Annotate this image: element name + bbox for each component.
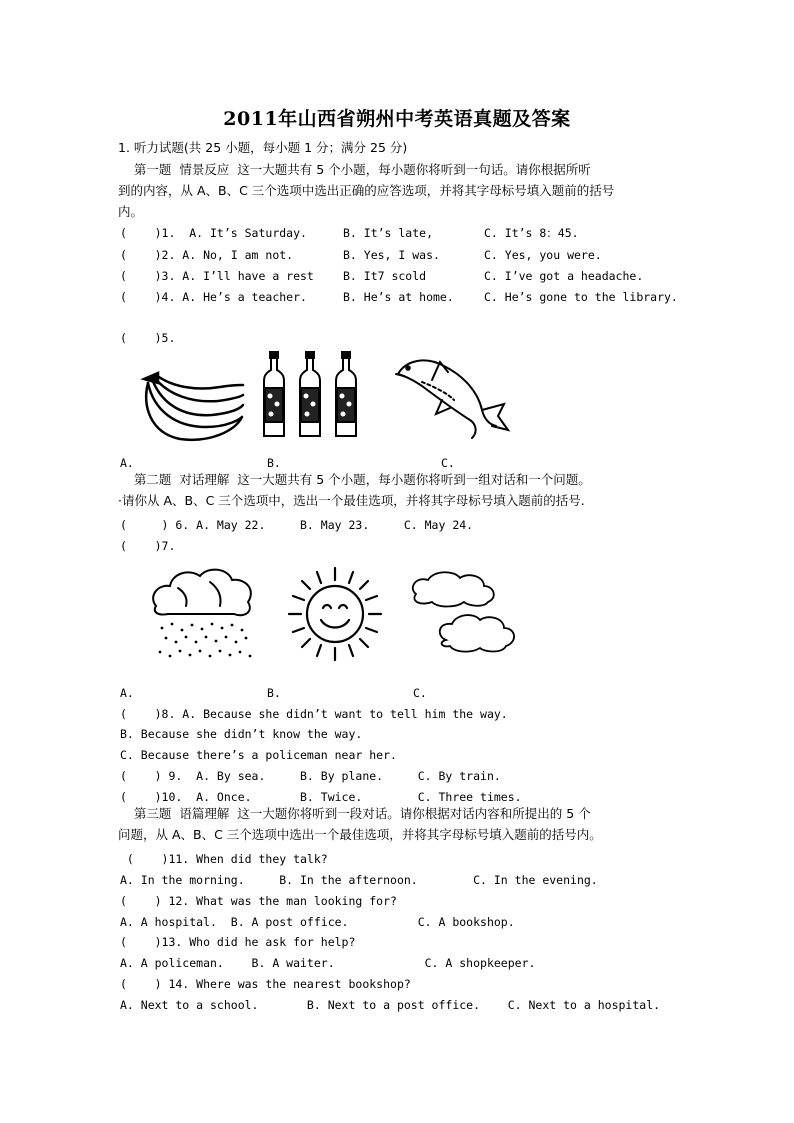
clouds-picture: [408, 570, 528, 670]
q3-stem: ( )3. A. I’ll have a rest: [120, 269, 314, 283]
q7-option-c: C.: [413, 686, 427, 700]
q1-option-b: B. It’s late,: [343, 226, 434, 240]
part3-intro-line1: 第三题 语篇理解 这一大题你将听到一段对话。请你根据对话内容和所提出的 5 个: [118, 806, 591, 821]
q4-option-c: C. He’s gone to the library.: [484, 290, 678, 304]
part2-intro-line2: ·请你从 A、B、C 三个选项中，选出一个最佳选项，并将其字母标号填入题前的括号.: [118, 493, 585, 508]
q13-options: A. A policeman. B. A waiter. C. A shopkeeper.: [120, 956, 536, 970]
page-title: 2011年山西省朔州中考英语真题及答案: [223, 108, 571, 130]
bottles-picture: [262, 352, 362, 440]
bananas-picture: [140, 365, 245, 445]
q12-stem: ( ) 12. What was the man looking for?: [120, 894, 397, 908]
part3-intro-line2: 问题，从 A、B、C 三个选项中选出一个最佳选项，并将其字母标号填入题前的括号内。: [118, 827, 602, 842]
q7-stem: ( )7.: [120, 539, 176, 553]
q4-option-b: B. He’s at home.: [343, 290, 454, 304]
q5-option-b: B.: [267, 456, 281, 470]
q12-options: A. A hospital. B. A post office. C. A bookshop.: [120, 915, 515, 929]
q6: ( ) 6. A. May 22. B. May 23. C. May 24.: [120, 518, 474, 532]
q14-options: A. Next to a school. B. Next to a post office. C. Next to a hospital.: [120, 998, 661, 1012]
q7-option-b: B.: [267, 686, 281, 700]
q5-stem: ( )5.: [120, 331, 176, 345]
part1-intro-line1: 第一题 情景反应 这一大题共有 5 个小题，每小题你将听到一句话。请你根据所听: [118, 162, 591, 177]
section-heading: 1. 听力试题(共 25 小题，每小题 1 分；满分 25 分): [118, 140, 408, 155]
q1-option-c: C. It’s 8：45.: [484, 226, 579, 240]
dolphin-picture: [392, 352, 512, 442]
q4-stem: ( )4. A. He’s a teacher.: [120, 290, 307, 304]
q3-option-c: C. I’ve got a headache.: [484, 269, 644, 283]
q10: ( )10. A. Once. B. Twice. C. Three times.: [120, 790, 522, 804]
q5-option-a: A.: [120, 456, 134, 470]
part1-intro-line3: 内。: [118, 204, 144, 219]
q13-stem: ( )13. Who did he ask for help?: [120, 935, 356, 949]
q2-option-c: C. Yes, you were.: [484, 248, 602, 262]
q11-stem: ( )11. When did they talk?: [120, 852, 328, 866]
q8-option-b: B. Because she didn’t know the way.: [120, 727, 363, 741]
part2-intro-line1: 第二题 对话理解 这一大题共有 5 个小题，每小题你将听到一组对话和一个问题。: [118, 472, 591, 487]
q5-option-c: C.: [441, 456, 455, 470]
q2-option-b: B. Yes, I was.: [343, 248, 440, 262]
sun-picture: [285, 564, 385, 664]
q3-option-b: B. It7 scold: [343, 269, 427, 283]
rain-cloud-picture: [148, 566, 258, 664]
q7-option-a: A.: [120, 686, 134, 700]
q9: ( ) 9. A. By sea. B. By plane. C. By train.: [120, 769, 501, 783]
q11-options: A. In the morning. B. In the afternoon. C. In the evening.: [120, 873, 598, 887]
q1-stem: ( )1. A. It’s Saturday.: [120, 226, 307, 240]
q8-option-c: C. Because there’s a policeman near her.: [120, 748, 397, 762]
q2-stem: ( )2. A. No, I am not.: [120, 248, 294, 262]
part1-intro-line2: 到的内容，从 A、B、C 三个选项中选出正确的应答选项，并将其字母标号填入题前的括号: [118, 183, 615, 198]
q8-stem: ( )8. A. Because she didn’t want to tell him the way.: [120, 707, 508, 721]
q14-stem: ( ) 14. Where was the nearest bookshop?: [120, 977, 411, 991]
